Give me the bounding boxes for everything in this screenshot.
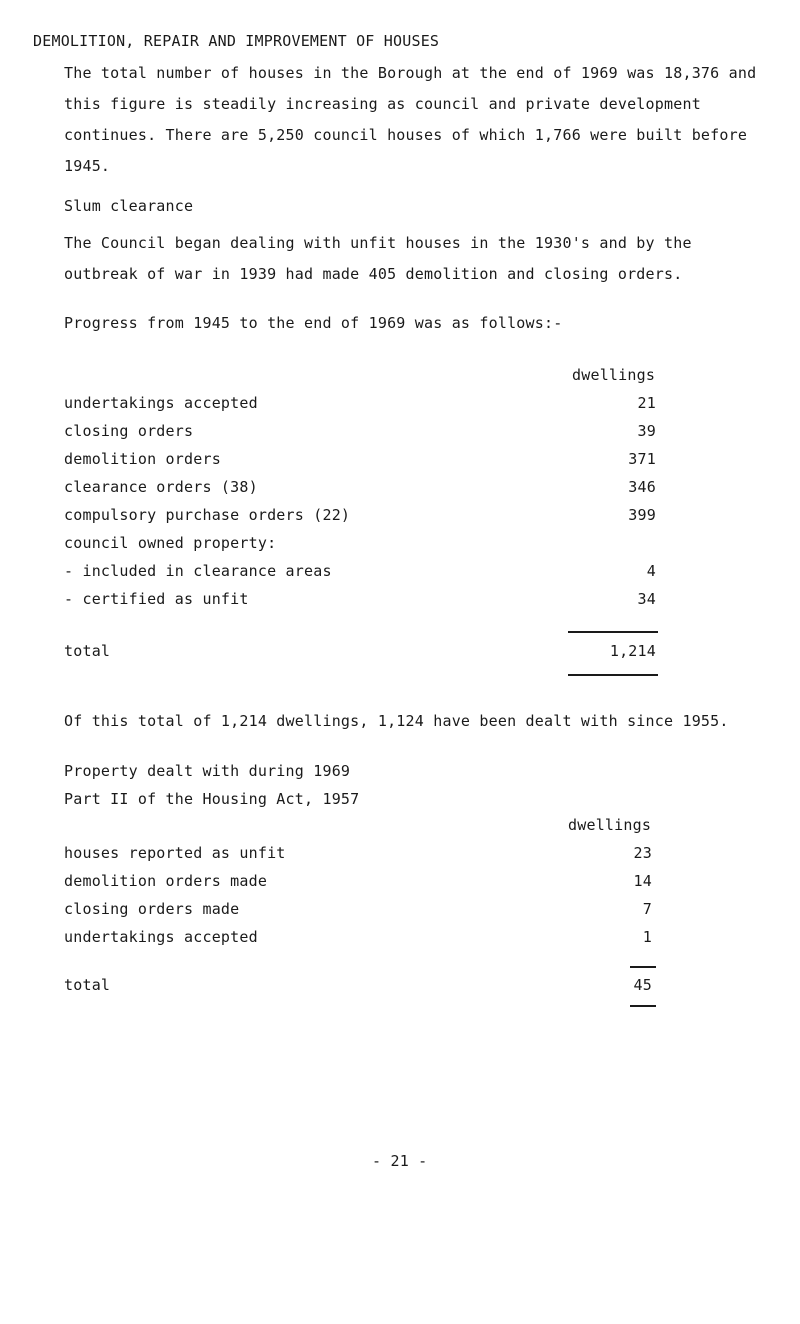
table-total-row (64, 642, 656, 662)
table-row (64, 394, 656, 414)
table-row (64, 900, 652, 920)
table-row (64, 844, 652, 864)
progress-intro: Progress from 1945 to the end of 1969 was as follows:- (64, 314, 563, 332)
table-row (64, 422, 656, 442)
row-value: 7 (642, 900, 652, 918)
summary-sentence: Of this total of 1,214 dwellings, 1,124 have been dealt with since 1955. (64, 712, 729, 730)
slum-clearance-heading: Slum clearance (64, 197, 194, 215)
total-rule-bottom (568, 674, 658, 676)
row-label: compulsory purchase orders (22) (64, 506, 351, 524)
total-rule-top (568, 631, 658, 633)
total-label: total (64, 976, 111, 994)
row-label: clearance orders (38) (64, 478, 258, 496)
row-value: 346 (628, 478, 656, 496)
row-label: closing orders (64, 422, 194, 440)
table-row (64, 534, 656, 554)
property-heading-line1: Property dealt with during 1969 (64, 762, 351, 780)
row-value: 399 (628, 506, 656, 524)
table-row (64, 590, 656, 610)
total-label: total (64, 642, 111, 660)
total-value: 45 (633, 976, 652, 994)
table-row (64, 450, 656, 470)
row-value: 39 (637, 422, 656, 440)
row-label: houses reported as unfit (64, 844, 286, 862)
table-row (64, 928, 652, 948)
table-row (64, 506, 656, 526)
row-label: demolition orders (64, 450, 221, 468)
row-value: 34 (637, 590, 656, 608)
row-value: 23 (633, 844, 652, 862)
table2-column-header: dwellings (568, 816, 652, 834)
row-label: - certified as unfit (64, 590, 249, 608)
row-value: 371 (628, 450, 656, 468)
total-rule-bottom (630, 1005, 656, 1007)
row-label: council owned property: (64, 534, 277, 552)
row-value: 1 (642, 928, 652, 946)
property-heading-line2: Part II of the Housing Act, 1957 (64, 790, 360, 808)
table-row (64, 872, 652, 892)
row-label: demolition orders made (64, 872, 268, 890)
table1-column-header: dwellings (572, 366, 656, 384)
slum-paragraph: The Council began dealing with unfit houses in the 1930's and by the outbreak of war in 1939 had made 405 demolition and closing orders. (64, 234, 692, 283)
row-label: closing orders made (64, 900, 240, 918)
page-number: - 21 - (372, 1152, 428, 1170)
page-heading: DEMOLITION, REPAIR AND IMPROVEMENT OF HOUSES (33, 32, 440, 50)
row-value: 4 (646, 562, 656, 580)
row-label: undertakings accepted (64, 928, 258, 946)
row-value: 14 (633, 872, 652, 890)
table-row (64, 562, 656, 582)
intro-paragraph: The total number of houses in the Borough at the end of 1969 was 18,376 and this figure is steadily increasing as council and private development continues. There are 5,250 council houses of which 1,766 were built before 1945. (64, 64, 757, 175)
table-row (64, 478, 656, 498)
total-rule-top (630, 966, 656, 968)
table-total-row (64, 976, 652, 996)
row-label: - included in clearance areas (64, 562, 332, 580)
row-value: 21 (637, 394, 656, 412)
total-value: 1,214 (609, 642, 656, 660)
row-label: undertakings accepted (64, 394, 258, 412)
